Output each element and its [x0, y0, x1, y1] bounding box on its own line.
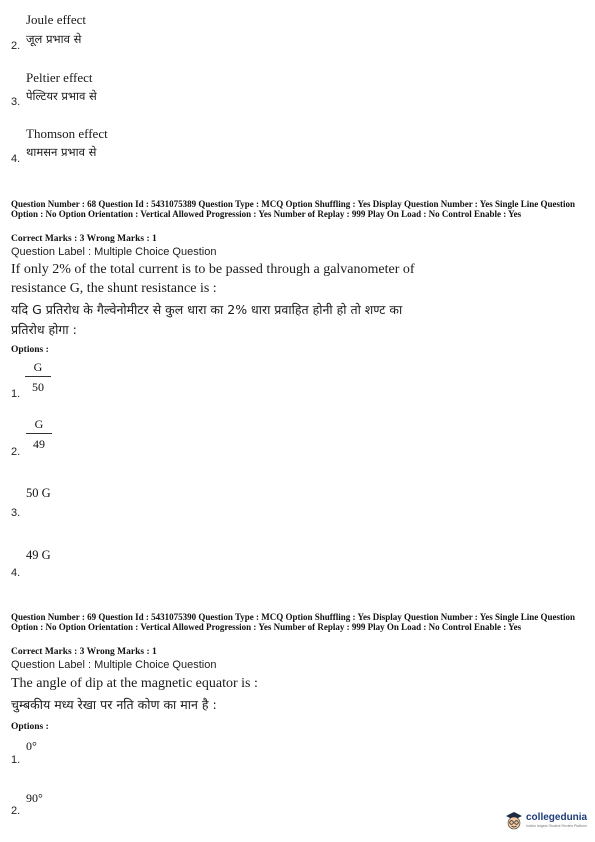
fraction-denominator: 50	[32, 380, 44, 394]
option-1-number: 1.	[11, 754, 21, 766]
options-heading: Options :	[11, 345, 49, 355]
option-3-english: Peltier effect	[26, 70, 93, 85]
logo-tagline: India's largest Student Review Platform	[526, 824, 587, 828]
option-2-hindi: जूल प्रभाव से	[26, 32, 82, 46]
question-meta: Question Number : 68 Question Id : 5431075389 Question Type : MCQ Option Shuffling : Yes Display Question Number : Yes Single Line Question Option : No Option Orientation : Vertical Allowed Progression : Yes Number of Replay : 999 Play On Load : No Control Enable : Yes	[11, 199, 575, 220]
question-marks: Correct Marks : 3 Wrong Marks : 1	[11, 647, 157, 657]
option-3-text[interactable]: 50 G	[26, 486, 51, 500]
graduate-mascot-icon	[504, 810, 524, 832]
fraction-bar	[25, 376, 51, 377]
option-4-number: 4.	[11, 567, 21, 579]
option-1-text[interactable]: 0°	[26, 739, 37, 753]
fraction-denominator: 49	[33, 437, 45, 451]
question-meta: Question Number : 69 Question Id : 5431075390 Question Type : MCQ Option Shuffling : Yes Display Question Number : Yes Single Line Question Option : No Option Orientation : Vertical Allowed Progression : Yes Number of Replay : 999 Play On Load : No Control Enable : Yes	[11, 612, 575, 633]
option-2-number: 2.	[11, 805, 21, 817]
option-1-number: 1.	[11, 388, 21, 400]
question-text: The angle of dip at the magnetic equator is :	[11, 676, 258, 691]
option-3-hindi: पेल्टियर प्रभाव से	[26, 89, 97, 103]
option-2-fraction[interactable]	[26, 417, 52, 451]
question-hindi-line1: यदि G प्रतिरोध के गैल्वेनोमीटर से कुल धारा का 2% धारा प्रवाहित होनी हो तो शण्ट का	[11, 302, 403, 317]
option-2-number: 2.	[11, 446, 21, 458]
option-2-text[interactable]: 90°	[26, 791, 43, 805]
option-2-number: 2.	[11, 40, 21, 52]
option-2-english: Joule effect	[26, 12, 87, 27]
question-marks: Correct Marks : 3 Wrong Marks : 1	[11, 234, 157, 244]
question-text-line2: resistance G, the shunt resistance is :	[11, 281, 217, 296]
question-hindi: चुम्बकीय मध्य रेखा पर नति कोण का मान है :	[11, 697, 217, 712]
fraction-numerator: G	[33, 360, 43, 374]
question-hindi-line2: प्रतिरोध होगा :	[11, 322, 77, 337]
fraction-numerator: G	[34, 417, 44, 431]
option-3-number: 3.	[11, 96, 21, 108]
logo-name: collegedunia	[526, 812, 588, 823]
option-4-hindi: थामसन प्रभाव से	[26, 145, 97, 159]
fraction-bar	[26, 433, 52, 434]
option-4-text[interactable]: 49 G	[26, 548, 51, 562]
question-label: Question Label : Multiple Choice Question	[11, 659, 217, 671]
option-1-fraction[interactable]	[25, 360, 51, 394]
options-heading: Options :	[11, 722, 49, 732]
question-label: Question Label : Multiple Choice Question	[11, 246, 217, 258]
collegedunia-logo	[504, 810, 590, 832]
option-4-number: 4.	[11, 153, 21, 165]
question-text-line1: If only 2% of the total current is to be passed through a galvanometer of	[11, 262, 415, 277]
option-3-number: 3.	[11, 507, 21, 519]
option-4-english: Thomson effect	[26, 126, 108, 141]
